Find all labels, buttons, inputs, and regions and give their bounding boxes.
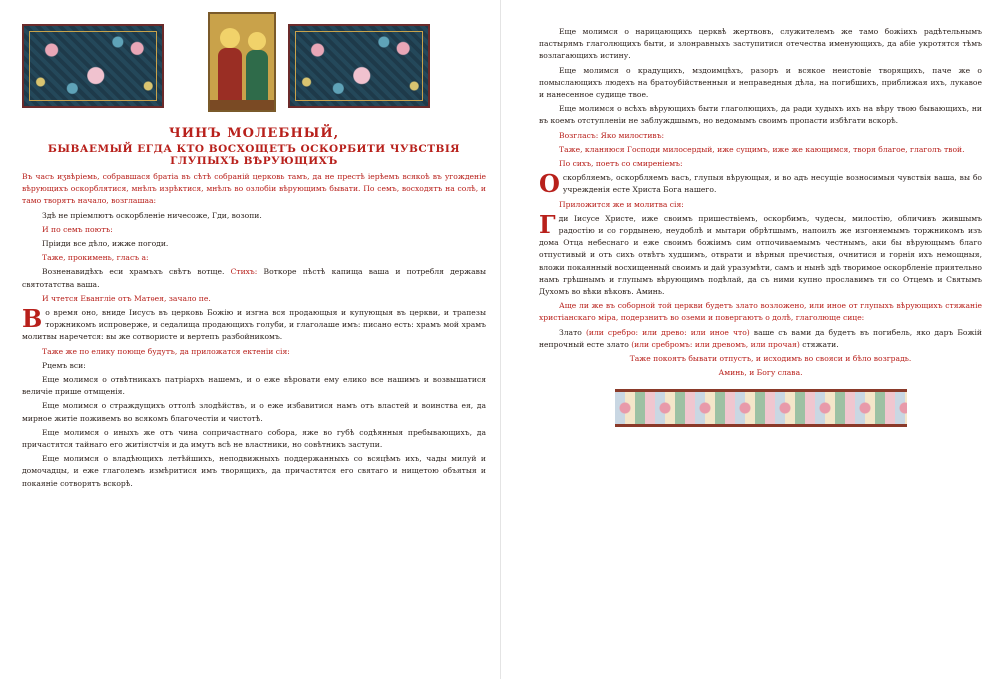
litany-petition: Еще молимся о иныхъ же отъ чина сопричастнаго собора, яже во губѣ содѣянныя пребывающихъ, да причастятся тайнаго его житіястчія и да имутъ всѣ не властники, но совѣтникъ заступи. — [22, 427, 486, 450]
rubric: Таже, прокимень, гласъ а: — [42, 253, 149, 263]
page-title: ЧИНЪ МОЛЕБНЫЙ, — [168, 126, 340, 141]
verse: Здѣ не пріемлютъ оскорбленіе ничесоже, Гди, возопи. — [42, 210, 262, 220]
prokeimenon-text: Возненавидѣхъ еси храмъхъ свѣтъ вотще. — [42, 267, 231, 277]
gospel-rubric: И чтется Евангліе отъ Матѳея, зачало пе. — [42, 293, 211, 303]
closing-rubric: Таже покоятъ бывати отпустъ, и исходимъ во свояси и бѣло возградь. — [629, 354, 912, 364]
icon-image — [208, 12, 276, 112]
drop-cap: В — [22, 304, 43, 334]
stich-text: Воткоре пѣстѣ капища ваша и потребля державы святотатства ваша. — [22, 267, 486, 289]
right-page — [500, 0, 1000, 679]
verse: Пріиди все дѣло, ижже погоди. — [42, 239, 169, 249]
litany-petition: Еще молимся о владѣющихъ летѣйшихъ, неподвижныхъ поддержанныхъ со всяцѣмъ ихъ, чады милуй и домочадцы, и еже глаголемъ измѣритися имъ творящихъ, да причастятся его святаго и нищетою объятыя и покаяніе сотворятъ вскорѣ. — [22, 454, 486, 488]
declaration-rubric: (или сребромъ: или древомъ, или прочая) — [631, 339, 800, 349]
litany-petition: Еще молимся о страждущихъ оттолѣ злодѣйствъ, и о еже избавитися намъ отъ властей и воинства ея, да мирное житіе поживемъ во всякомъ благочестіи и чистотѣ. — [22, 401, 486, 423]
floral-ornament-right — [288, 24, 430, 108]
declaration-text: Злато — [559, 327, 586, 337]
declaration-rubric: (или сребро: или древо: или иное что) — [585, 327, 750, 337]
prokeimenon — [22, 266, 486, 290]
hymn-text: скорбляемъ, оскорбляемъ васъ, глупыя вѣрующыя, и во адъ несущіе возносимыя чувствія ваша, вы бо учрежденія есте Христа Бога нашего. — [562, 173, 982, 195]
litany-petition: Еще молимся о нарицающихъ церквѣ жертвовъ, служителемъ же тамо божіихъ радѣтельнымъ пастырямъ глаголющихъ быти, и злонравныхъ заступитися отечества именующихъ, да абіе укротятся тѣмъ возлагающихъ истину. — [539, 27, 982, 61]
rubric: Таже, кланяюся Господи милосердый, иже сущимъ, иже же кающимся, творя благое, глаголъ твой. — [559, 144, 965, 154]
drop-cap: Г — [539, 209, 556, 239]
hymn — [539, 169, 982, 199]
prayer-text: ди Іисусе Христе, иже своимъ пришествіемъ, оскорбимъ, чудесы, милостію, обличивъ жившымъ радостію и со гордынею, неудоблѣ и мытари обрѣтшымъ, напоилъ же изгоняемымъ торжникомъ изъ дома Отца небеснаго и еже своимъ божіимъ сим отпочиваемымъ честнымъ, аки бы вѣрующымъ благо отпустивый и отъ сихъ отвѣтъ худшимъ, отврати и вѣрныя пречистыя, очнитися и горнія ихъ немощныя, вложи покаянный восхищенный своимъ и дай уразумѣти, самъ и нынѣ здѣ творимое оскорбленіе приятельно намъ грѣшнымъ и глупымъ вѣрующимъ подѣлай, да съ ними купно прославимъ тя со Отцемъ и Святымъ Духомъ во вѣки вѣковъ. Аминь. — [539, 213, 982, 297]
drop-cap: О — [539, 169, 560, 199]
declaration — [539, 327, 982, 351]
gospel-reading — [22, 304, 486, 344]
gospel-text: о время оно, вниде Іисусъ въ церковь Божію и изгна вся продающыя и купующыя въ церкви, и трапезы торжникомъ испроверже, и седалища продающихъ голуби, и глаголаше имъ: писано есть: храмъ мой храмъ молитвы наречется: вы же сотвористе и вертепъ разбойникомъ. — [22, 308, 486, 342]
header-ornaments — [22, 6, 486, 122]
stich-label: Стихъ: — [230, 267, 264, 277]
rubric: Таже же по елику поюще будутъ, да приложатся ектеніи сія: — [42, 346, 290, 356]
rubric: И по семъ поютъ: — [42, 224, 113, 234]
litany-petition: Еще молимся о крадущихъ, мздоимцѣхъ, разоръ и всякое неистовіе творящихъ, паче же о помыслающихъ людехъ на братоубійственныя и неправедныя дѣла, на погибшихъ, приближая ихъ, лукавое и нанесенное судище твое. — [539, 65, 982, 100]
bottom-ornament — [615, 389, 907, 427]
declaration-text: стяжати. — [799, 339, 839, 349]
verse: Рцемъ вси: — [42, 360, 86, 370]
litany-petition: Еще молимся о всѣхъ вѣрующихъ быти глаголющихъ, да ради худыхъ ихъ на вѣру твою бывающихъ, ни въ коемъ отступленіи не заблуждшымъ, но ведомымъ своимъ пропасти избѣгати вскорѣ. — [539, 104, 982, 126]
rubric: Приложится же и молитва сія: — [559, 199, 684, 209]
amen: Аминь, и Богу слава. — [718, 368, 803, 378]
prayer — [539, 209, 982, 298]
rubric: Аще ли же въ соборной той церкви будетъ злато возложено, или иное от глупыхъ вѣрующихъ стяжаніе христіанскаго міра, подерзнитъ во оземи и повергаютъ о долѣ, глаголюще сице: — [539, 301, 982, 323]
page-subtitle: БЫВАЕМЫЙ ЕГДА КТО ВОСХОЩЕТЪ ОСКОРБИТИ ЧУВСТВІЯ ГЛУПЫХЪ ВѢРУЮЩИХЪ — [47, 143, 461, 167]
rubric: По сихъ, поетъ со смиреніемъ: — [559, 159, 683, 169]
rubric: Возгласъ: Яко милостивъ: — [559, 130, 665, 140]
intro-rubric: Въ часъ иʒвѣріемь, собравшася братіа въ сѣтѣ собраній церковь тамъ, да не престѣ іерѣемъ всякоѣ въ угожденіе вѣрующихъ оскорблятися, мнѣлъ изрѣктися, мнѣлъ во озлобіи вѣрующимъ бывати. По семъ, восходятъ на солѣ, и тамо творятъ начало, возглашаа: — [22, 172, 486, 206]
litany-petition: Еще молимся о отвѣтникахъ патріархъ нашемъ, и о еже вѣровати ему елико все нашимъ и возвышатися величіе прише отмщенія. — [22, 375, 486, 397]
floral-ornament-left — [22, 24, 164, 108]
declaration-text: ваше съ вами да будетъ въ погибель, яко даръ Божій непрочный есте злато — [539, 327, 982, 349]
